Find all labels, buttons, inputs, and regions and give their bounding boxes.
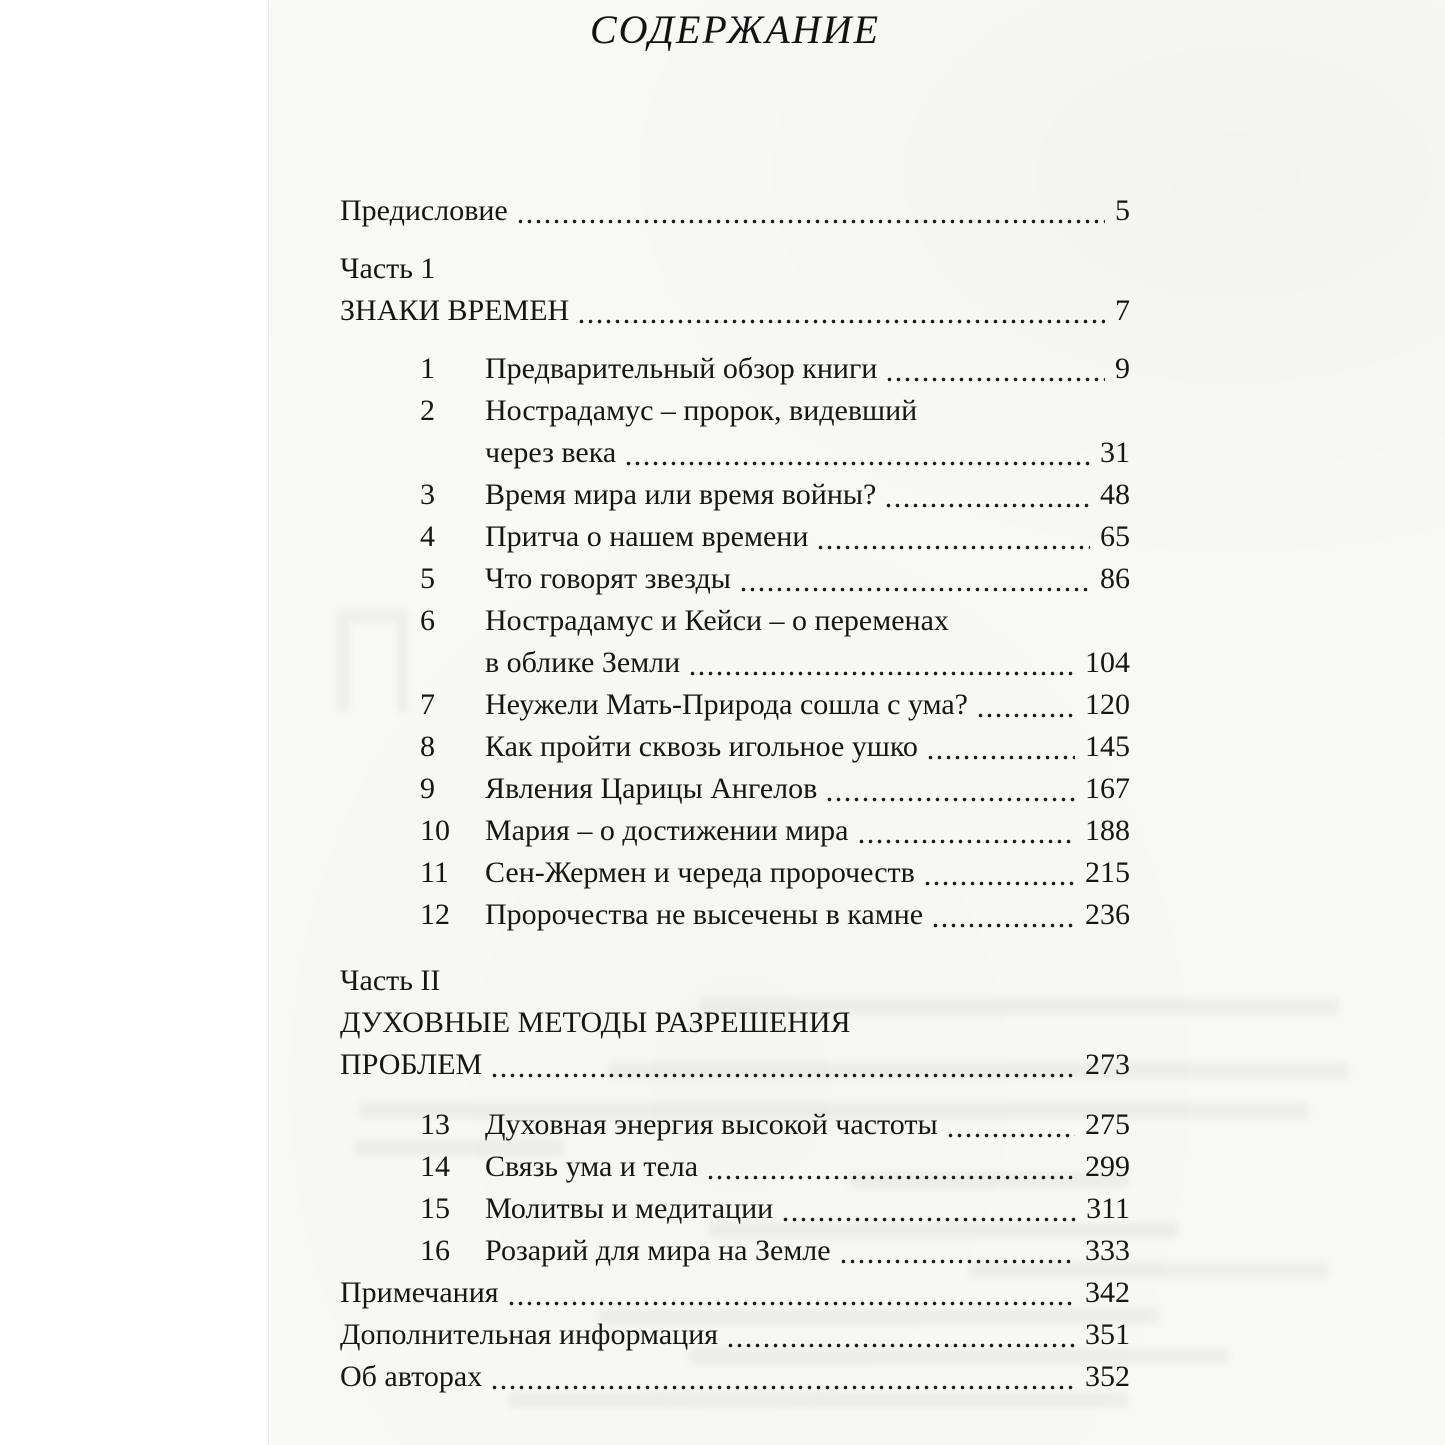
toc-entry-label: Время мира или время войны? <box>485 478 877 511</box>
toc-chapter-continuation <box>340 432 1130 474</box>
toc-entry-label: Дополнительная информация <box>340 1318 719 1351</box>
dot-leader <box>931 894 1075 936</box>
chapter-number: 14 <box>420 1150 450 1183</box>
toc-chapter <box>340 894 1130 936</box>
toc-chapter <box>340 558 1130 600</box>
toc-entry-label: Нострадамус и Кейси – о переменах <box>485 604 949 637</box>
chapter-number: 13 <box>420 1108 450 1141</box>
part-heading-label: Часть 1 <box>340 252 436 285</box>
page-number: 31 <box>1100 436 1130 469</box>
dot-leader <box>688 642 1075 684</box>
chapter-number: 12 <box>420 898 450 931</box>
page-number: 167 <box>1085 772 1130 805</box>
dot-leader <box>739 558 1090 600</box>
chapter-number: 9 <box>420 772 435 805</box>
chapter-number: 6 <box>420 604 435 637</box>
toc-entry-label: Мария – о достижении мира <box>485 814 849 847</box>
dot-leader <box>516 190 1105 232</box>
toc-entry <box>340 190 1130 232</box>
toc-chapter-continuation <box>340 642 1130 684</box>
part-heading <box>340 248 1130 290</box>
dot-leader <box>507 1272 1075 1314</box>
toc-entry-label: Как пройти сквозь игольное ушко <box>485 730 918 763</box>
toc-entry <box>340 1044 1130 1086</box>
dot-leader <box>857 810 1075 852</box>
page-number: 9 <box>1115 352 1130 385</box>
toc-entry-label: Об авторах <box>340 1360 483 1393</box>
dot-leader <box>816 516 1090 558</box>
chapter-number: 8 <box>420 730 435 763</box>
toc-entry-label: Притча о нашем времени <box>485 520 809 553</box>
chapter-number: 16 <box>420 1234 450 1267</box>
toc-entry-label: ЗНАКИ ВРЕМЕН <box>340 294 570 327</box>
chapter-number: 11 <box>420 856 449 889</box>
toc-entry-label: Пророчества не высечены в камне <box>485 898 924 931</box>
page-number: 104 <box>1085 646 1130 679</box>
dot-leader <box>946 1104 1075 1146</box>
page-title: СОДЕРЖАНИЕ <box>589 7 881 52</box>
toc-entry-label: Примечания <box>340 1276 499 1309</box>
chapter-number: 1 <box>420 352 435 385</box>
dot-leader <box>839 1230 1075 1272</box>
page-number: 273 <box>1085 1048 1130 1081</box>
toc-chapter <box>340 1146 1130 1188</box>
part-heading-label: Часть II <box>340 964 441 997</box>
page-number: 120 <box>1085 688 1130 721</box>
dot-leader <box>923 852 1075 894</box>
toc-entry-label: Молитвы и медитации <box>485 1192 774 1225</box>
toc-entry-label: Духовная энергия высокой частоты <box>485 1108 938 1141</box>
page-number: 275 <box>1085 1108 1130 1141</box>
dot-leader <box>577 290 1105 332</box>
page-number: 236 <box>1085 898 1130 931</box>
page-number: 48 <box>1100 478 1130 511</box>
chapter-number: 10 <box>420 814 450 847</box>
toc-entry <box>340 1272 1130 1314</box>
dot-leader <box>706 1146 1075 1188</box>
chapter-number: 15 <box>420 1192 450 1225</box>
page-number: 188 <box>1085 814 1130 847</box>
toc-chapter <box>340 726 1130 768</box>
toc-chapter <box>340 810 1130 852</box>
dot-leader <box>976 684 1075 726</box>
page-number: 311 <box>1086 1192 1130 1225</box>
page-number: 351 <box>1085 1318 1130 1351</box>
dot-leader <box>825 768 1075 810</box>
toc-entry-label: Розарий для мира на Земле <box>485 1234 831 1267</box>
toc-chapter <box>340 1188 1130 1230</box>
dot-leader <box>490 1044 1075 1086</box>
toc-entry <box>340 1356 1130 1398</box>
page-number: 86 <box>1100 562 1130 595</box>
chapter-number: 4 <box>420 520 435 553</box>
toc-chapter <box>340 768 1130 810</box>
toc-chapter <box>340 852 1130 894</box>
toc-chapter <box>340 390 1130 432</box>
toc-chapter <box>340 600 1130 642</box>
toc-chapter <box>340 1230 1130 1272</box>
page-number: 333 <box>1085 1234 1130 1267</box>
toc-entry-label: Явления Царицы Ангелов <box>485 772 818 805</box>
dot-leader <box>884 474 1090 516</box>
dot-leader <box>490 1356 1075 1398</box>
toc-entry-label: Сен-Жермен и череда пророчеств <box>485 856 915 889</box>
toc-entry-label: Предисловие <box>340 194 508 227</box>
toc-entry-label: через века <box>485 436 617 469</box>
page-number: 299 <box>1085 1150 1130 1183</box>
toc-entry-label: Предварительный обзор книги <box>485 352 878 385</box>
chapter-number: 5 <box>420 562 435 595</box>
toc-content <box>340 0 1130 1398</box>
page-number: 145 <box>1085 730 1130 763</box>
toc-entry-label: ПРОБЛЕМ <box>340 1048 483 1081</box>
part-title-label: ДУХОВНЫЕ МЕТОДЫ РАЗРЕШЕНИЯ <box>340 1006 851 1039</box>
toc-chapter <box>340 348 1130 390</box>
page-number: 342 <box>1085 1276 1130 1309</box>
chapter-number: 3 <box>420 478 435 511</box>
toc-entry-label: Что говорят звезды <box>485 562 731 595</box>
page-number: 65 <box>1100 520 1130 553</box>
part-title-line <box>340 1002 1130 1044</box>
page-number: 215 <box>1085 856 1130 889</box>
part-heading <box>340 960 1130 1002</box>
toc-chapter <box>340 474 1130 516</box>
toc-chapter <box>340 684 1130 726</box>
toc-entry <box>340 1314 1130 1356</box>
dot-leader <box>624 432 1090 474</box>
dot-leader <box>926 726 1075 768</box>
table-of-contents <box>340 190 1130 1398</box>
toc-entry-label: Нострадамус – пророк, видевший <box>485 394 918 427</box>
toc-chapter <box>340 516 1130 558</box>
page-number: 352 <box>1085 1360 1130 1393</box>
dot-leader <box>726 1314 1075 1356</box>
page-number: 7 <box>1115 294 1130 327</box>
toc-entry-label: в облике Земли <box>485 646 681 679</box>
dot-leader <box>885 348 1105 390</box>
page-number: 5 <box>1115 194 1130 227</box>
dot-leader <box>781 1188 1076 1230</box>
toc-entry <box>340 290 1130 332</box>
toc-entry-label: Неужели Мать-Природа сошла с ума? <box>485 688 968 721</box>
toc-chapter <box>340 1104 1130 1146</box>
toc-entry-label: Связь ума и тела <box>485 1150 699 1183</box>
chapter-number: 7 <box>420 688 435 721</box>
chapter-number: 2 <box>420 394 435 427</box>
